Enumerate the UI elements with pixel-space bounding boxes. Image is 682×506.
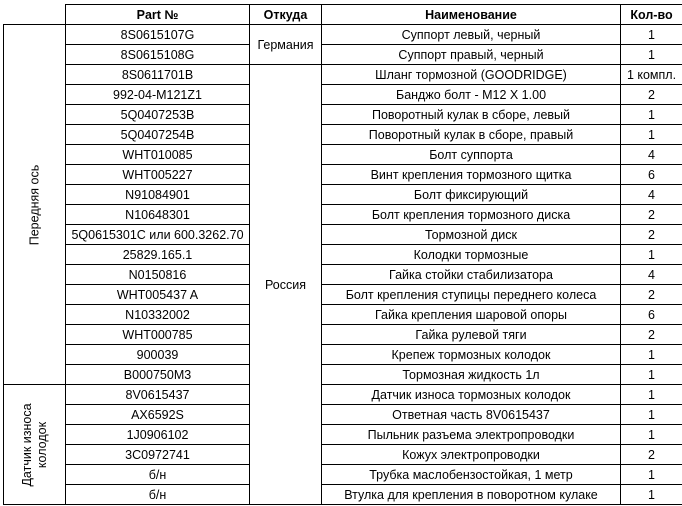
quantity: 1	[621, 385, 682, 405]
quantity: 2	[621, 205, 682, 225]
quantity: 4	[621, 145, 682, 165]
quantity: 2	[621, 225, 682, 245]
part-name: Болт суппорта	[322, 145, 621, 165]
quantity: 2	[621, 85, 682, 105]
table-row	[4, 385, 682, 405]
header-row	[4, 5, 682, 25]
quantity: 1	[621, 365, 682, 385]
part-number: б/н	[66, 485, 250, 505]
part-number: 5Q0407254B	[66, 125, 250, 145]
origin-germany: Германия	[250, 25, 322, 65]
part-number: WHT005227	[66, 165, 250, 185]
table-row	[4, 425, 682, 445]
quantity: 1	[621, 245, 682, 265]
quantity: 1	[621, 25, 682, 45]
group-pad-sensor-line1: Датчик износа	[19, 402, 34, 487]
part-name: Трубка маслобензостойкая, 1 метр	[322, 465, 621, 485]
table-row	[4, 305, 682, 325]
table-row	[4, 205, 682, 225]
group-front-axle-label: Передняя ось	[27, 164, 41, 245]
header-origin: Откуда	[250, 5, 322, 25]
quantity: 1	[621, 465, 682, 485]
part-number: B000750M3	[66, 365, 250, 385]
quantity: 2	[621, 285, 682, 305]
part-name: Поворотный кулак в сборе, левый	[322, 105, 621, 125]
header-part: Part №	[66, 5, 250, 25]
table-row	[4, 245, 682, 265]
part-number: N0150816	[66, 265, 250, 285]
part-name: Болт крепления тормозного диска	[322, 205, 621, 225]
part-number: WHT005437 A	[66, 285, 250, 305]
part-name: Колодки тормозные	[322, 245, 621, 265]
table-row	[4, 85, 682, 105]
part-number: 8S0611701B	[66, 65, 250, 85]
header-name: Наименование	[322, 5, 621, 25]
table-row	[4, 405, 682, 425]
part-number: N10332002	[66, 305, 250, 325]
table-row	[4, 465, 682, 485]
part-number: N10648301	[66, 205, 250, 225]
table-row	[4, 265, 682, 285]
part-number: 8S0615108G	[66, 45, 250, 65]
table-row	[4, 165, 682, 185]
part-name: Тормозная жидкость 1л	[322, 365, 621, 385]
header-blank-cell	[4, 5, 66, 25]
part-name: Поворотный кулак в сборе, правый	[322, 125, 621, 145]
quantity: 4	[621, 185, 682, 205]
quantity: 2	[621, 445, 682, 465]
table-row	[4, 45, 682, 65]
part-name: Втулка для крепления в поворотном кулаке	[322, 485, 621, 505]
part-number: 5Q0407253B	[66, 105, 250, 125]
table-row	[4, 65, 682, 85]
part-number: 3C0972741	[66, 445, 250, 465]
table-row	[4, 105, 682, 125]
part-name: Крепеж тормозных колодок	[322, 345, 621, 365]
header-qty: Кол-во	[621, 5, 682, 25]
group-pad-sensor	[4, 385, 66, 505]
part-number: 8S0615107G	[66, 25, 250, 45]
part-number: 5Q0615301C или 600.3262.70	[66, 225, 250, 245]
quantity: 2	[621, 325, 682, 345]
table-row	[4, 185, 682, 205]
part-number: WHT000785	[66, 325, 250, 345]
part-name: Банджо болт - M12 X 1.00	[322, 85, 621, 105]
group-front-axle	[4, 25, 66, 385]
part-name: Гайка рулевой тяги	[322, 325, 621, 345]
table-row	[4, 345, 682, 365]
table-row	[4, 25, 682, 45]
table-row	[4, 125, 682, 145]
quantity: 1	[621, 105, 682, 125]
quantity: 4	[621, 265, 682, 285]
table-row	[4, 285, 682, 305]
group-pad-sensor-label	[20, 403, 50, 486]
part-number: б/н	[66, 465, 250, 485]
part-number: N91084901	[66, 185, 250, 205]
part-name: Винт крепления тормозного щитка	[322, 165, 621, 185]
quantity: 6	[621, 165, 682, 185]
table-row	[4, 445, 682, 465]
part-number: 8V0615437	[66, 385, 250, 405]
part-name: Болт крепления ступицы переднего колеса	[322, 285, 621, 305]
part-name: Кожух электропроводки	[322, 445, 621, 465]
quantity: 1	[621, 425, 682, 445]
part-name: Ответная часть 8V0615437	[322, 405, 621, 425]
part-number: AX6592S	[66, 405, 250, 425]
quantity: 1	[621, 125, 682, 145]
quantity: 1	[621, 345, 682, 365]
quantity: 1	[621, 485, 682, 505]
table-row	[4, 325, 682, 345]
origin-russia: Россия	[250, 65, 322, 505]
part-name: Шланг тормозной (GOODRIDGE)	[322, 65, 621, 85]
table-row	[4, 145, 682, 165]
part-name: Гайка стойки стабилизатора	[322, 265, 621, 285]
part-name: Гайка крепления шаровой опоры	[322, 305, 621, 325]
quantity: 1 компл.	[621, 65, 682, 85]
group-pad-sensor-line2: колодок	[34, 421, 49, 468]
part-name: Суппорт правый, черный	[322, 45, 621, 65]
part-number: WHT010085	[66, 145, 250, 165]
part-name: Суппорт левый, черный	[322, 25, 621, 45]
part-number: 992-04-M121Z1	[66, 85, 250, 105]
quantity: 1	[621, 405, 682, 425]
part-number: 25829.165.1	[66, 245, 250, 265]
part-name: Пыльник разъема электропроводки	[322, 425, 621, 445]
quantity: 6	[621, 305, 682, 325]
part-name: Датчик износа тормозных колодок	[322, 385, 621, 405]
part-name: Болт фиксирующий	[322, 185, 621, 205]
table-row	[4, 485, 682, 505]
part-number: 1J0906102	[66, 425, 250, 445]
parts-table	[3, 4, 682, 505]
part-number: 900039	[66, 345, 250, 365]
table-row	[4, 225, 682, 245]
part-name: Тормозной диск	[322, 225, 621, 245]
quantity: 1	[621, 45, 682, 65]
table-row	[4, 365, 682, 385]
